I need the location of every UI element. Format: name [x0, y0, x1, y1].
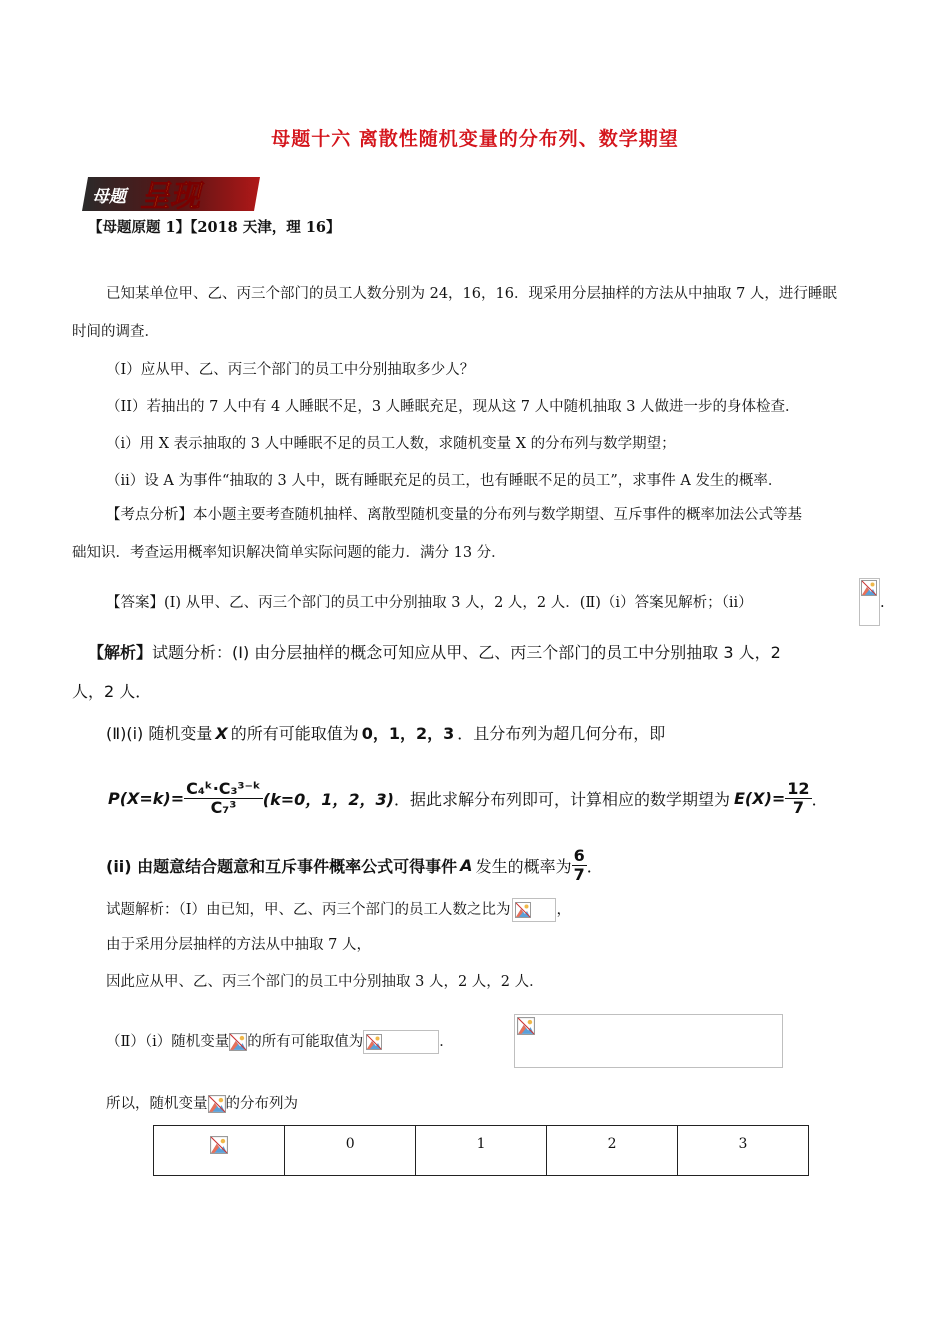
analysis-line-2: 础知识．考查运用概率知识解决简单实际问题的能力．满分 13 分．	[72, 545, 506, 561]
image-placeholder-icon	[515, 902, 531, 918]
image-placeholder-icon	[366, 1034, 382, 1050]
image-placeholder-icon	[208, 1095, 226, 1113]
problem-header	[88, 218, 341, 238]
solution-iib: 发生的概率为	[475, 856, 572, 876]
values-formula-image	[363, 1030, 439, 1054]
expectation-fraction	[785, 780, 811, 817]
solution-line-3	[106, 724, 665, 744]
solution-var-a: A	[460, 855, 473, 875]
image-placeholder-icon	[517, 1017, 535, 1035]
probability-numerator: 6	[573, 845, 585, 865]
solution-values: 0，1，2，3	[361, 724, 455, 743]
probability-end: ．	[586, 856, 603, 876]
question-2-i: （i）用 X 表示抽取的 3 人中睡眠不足的员工人数，求随机变量 X 的分布列与数学期望；	[106, 436, 676, 452]
expectation-numerator: 12	[787, 778, 810, 798]
distribution-formula-image	[514, 1014, 783, 1068]
solution-formula-line	[108, 770, 828, 826]
formula-mid: ．据此求解分布列即可，计算相应的数学期望为	[393, 789, 730, 809]
expectation-denominator: 7	[792, 797, 804, 817]
detail-l1b: ，	[556, 902, 571, 918]
solution-p2a: (Ⅱ)(i) 随机变量	[106, 724, 213, 743]
distribution-table	[153, 1125, 809, 1176]
solution-iia: (ii) 由题意结合题意和互斥事件概率公式可得事件	[106, 856, 458, 876]
table-cell: 1	[416, 1126, 547, 1176]
formula-numerator: C₄ᵏ·C₃³⁻ᵏ	[186, 778, 261, 798]
formula-lhs: P(X=k)=	[108, 788, 185, 808]
solution-p2c: ．且分布列为超几何分布，即	[457, 724, 666, 743]
answer-end: .	[880, 595, 885, 611]
answer-formula-image	[859, 578, 879, 626]
solution-p2b: 的所有可能取值为	[230, 724, 359, 743]
detail-line-3: 因此应从甲、乙、丙三个部门的员工中分别抽取 3 人，2 人，2 人．	[106, 974, 544, 990]
detail-line-2: 由于采用分层抽样的方法从中抽取 7 人，	[106, 937, 371, 953]
solution-ii-line	[106, 842, 603, 888]
detail-l4a: （Ⅱ）（i）随机变量	[106, 1034, 230, 1050]
formula-fraction	[184, 780, 263, 817]
expectation-end: ．	[811, 789, 828, 809]
formula-denominator: C₇³	[210, 797, 237, 817]
solution-tag: 【解析】	[88, 643, 153, 662]
table-cell: 0	[285, 1126, 416, 1176]
formula-range: (k=0，1，2，3)	[262, 789, 394, 809]
analysis-line-1: 【考点分析】本小题主要考查随机抽样、离散型随机变量的分布列与数学期望、互斥事件的概率加法公式等基	[106, 507, 802, 523]
table-cell: 2	[547, 1126, 678, 1176]
var-x-image	[208, 1095, 226, 1113]
page-title: 母题十六 离散性随机变量的分布列、数学期望	[271, 128, 679, 150]
table-row	[154, 1126, 809, 1176]
problem-source: 【2018 天津，理 16】	[190, 219, 341, 236]
probability-denominator: 7	[573, 864, 585, 884]
expectation-lhs: E(X)=	[734, 788, 786, 808]
image-placeholder-icon	[229, 1033, 247, 1051]
detail-line-1	[106, 898, 571, 922]
problem-line-2: 时间的调查．	[72, 324, 159, 340]
question-1: （I）应从甲、乙、丙三个部门的员工中分别抽取多少人？	[106, 362, 475, 378]
problem-line-1: 已知某单位甲、乙、丙三个部门的员工人数分别为 24，16，16．现采用分层抽样的方法从中抽取 7 人，进行睡眠	[106, 286, 837, 302]
detail-l5b: 的分布列为	[225, 1096, 298, 1112]
answer-text: 【答案】(Ⅰ) 从甲、乙、丙三个部门的员工中分别抽取 3 人，2 人，2 人．(Ⅱ)（i）答案见解析；（ii）	[106, 595, 753, 611]
image-placeholder-icon	[210, 1136, 228, 1154]
detail-line-5	[106, 1094, 298, 1114]
ratio-formula-image	[512, 898, 556, 922]
section-badge	[82, 175, 260, 213]
problem-tag: 【母题原题 1】	[88, 219, 191, 236]
question-2: （II）若抽出的 7 人中有 4 人睡眠不足，3 人睡眠充足，现从这 7 人中随机抽取 3 人做进一步的身体检查．	[106, 399, 800, 415]
detail-line-4	[106, 1030, 454, 1054]
probability-fraction	[572, 847, 587, 884]
table-cell: 3	[678, 1126, 809, 1176]
detail-l4c: ．	[439, 1034, 454, 1050]
detail-l1a: 试题解析：（Ⅰ）由已知，甲、乙、丙三个部门的员工人数之比为	[106, 902, 511, 918]
detail-l4b: 的所有可能取值为	[247, 1034, 364, 1050]
image-placeholder-icon	[861, 580, 877, 596]
badge-small-text: 母题	[92, 187, 126, 207]
answer-line	[106, 593, 753, 613]
solution-line-1	[88, 643, 781, 663]
badge-graphic	[82, 175, 260, 213]
solution-var-x: X	[215, 724, 228, 743]
solution-text-1: 试题分析：(Ⅰ) 由分层抽样的概念可知应从甲、乙、丙三个部门的员工中分别抽取 3 人，2	[152, 643, 781, 662]
question-2-ii: （ii）设 A 为事件“抽取的 3 人中，既有睡眠充足的员工，也有睡眠不足的员工”，求事件 A 发生的概率．	[106, 473, 783, 489]
var-x-image	[229, 1033, 247, 1051]
solution-line-2: 人，2 人．	[72, 682, 152, 701]
table-header-cell	[154, 1126, 285, 1176]
badge-large-text: 呈现	[140, 179, 200, 213]
detail-l5a: 所以，随机变量	[106, 1096, 208, 1112]
